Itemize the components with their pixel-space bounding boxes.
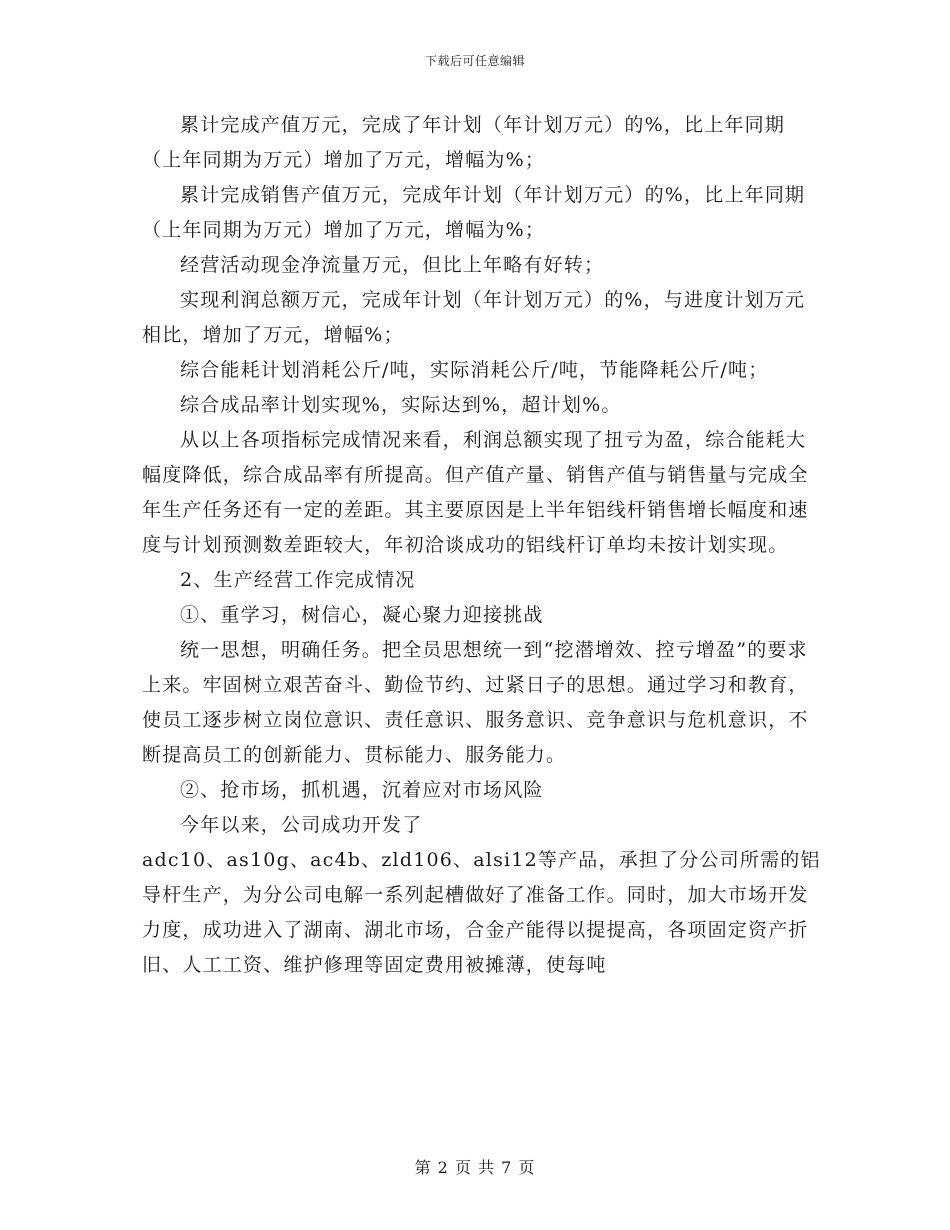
paragraph-cash-flow: 经营活动现金净流量万元，但比上年略有好转；	[180, 254, 605, 276]
page-header: 下载后可任意编辑	[424, 54, 525, 68]
section-heading: 2、生产经营工作完成情况	[180, 569, 416, 591]
paragraph-products: adc10、as10g、ac4b、zld106、alsi12等产品，承担了分公司所需的铝导杆生产，为分公司电解一系列起槽做好了准备工作。同时，加大市场开发力度，成功进入了湖南、湖北市场，合金产能得以提提高，各项固定资产折旧、人工工资、维护修理等固定费用被摊薄，使每吨	[142, 849, 821, 976]
paragraph-profit: 实现利润总额万元，完成年计划（年计划万元）的%，与进度计划万元相比，增加了万元，增幅%；	[142, 289, 806, 346]
subsection-heading-2: ②、抢市场，抓机遇，沉着应对市场风险	[180, 779, 544, 801]
paragraph-market-intro: 今年以来，公司成功开发了	[180, 814, 423, 836]
paragraph-analysis: 从以上各项指标完成情况来看，利润总额实现了扭亏为盈，综合能耗大幅度降低，综合成品率有所提高。但产值产量、销售产值与销售量与完成全年生产任务还有一定的差距。其主要原因是上半年铝线杆销售增长幅度和速度与计划预测数差距较大，年初洽谈成功的铝线杆订单均未按计划实现。	[142, 429, 809, 556]
paragraph-output-value: 累计完成产值万元，完成了年计划（年计划万元）的%，比上年同期（上年同期为万元）增加了万元，增幅为%；	[142, 114, 786, 171]
paragraph-unify-thinking: 统一思想，明确任务。把全员思想统一到“挖潜增效、控亏增盈”的要求上来。牢固树立艰苦奋斗、勤俭节约、过紧日子的思想。通过学习和教育，使员工逐步树立岗位意识、责任意识、服务意识、竞争意识与危机意识，不断提高员工的创新能力、贯标能力、服务能力。	[142, 639, 809, 766]
page-number: 第 2 页 共 7 页	[414, 1158, 536, 1177]
paragraph-sales-value: 累计完成销售产值万元，完成年计划（年计划万元）的%，比上年同期（上年同期为万元）增加了万元，增幅为%；	[142, 184, 806, 241]
subsection-heading-1: ①、重学习，树信心，凝心聚力迎接挑战	[180, 604, 544, 626]
paragraph-energy: 综合能耗计划消耗公斤/吨，实际消耗公斤/吨，节能降耗公斤/吨；	[180, 359, 769, 381]
document-body	[142, 108, 822, 983]
paragraph-yield: 综合成品率计划实现%，实际达到%，超计划%。	[180, 394, 622, 416]
